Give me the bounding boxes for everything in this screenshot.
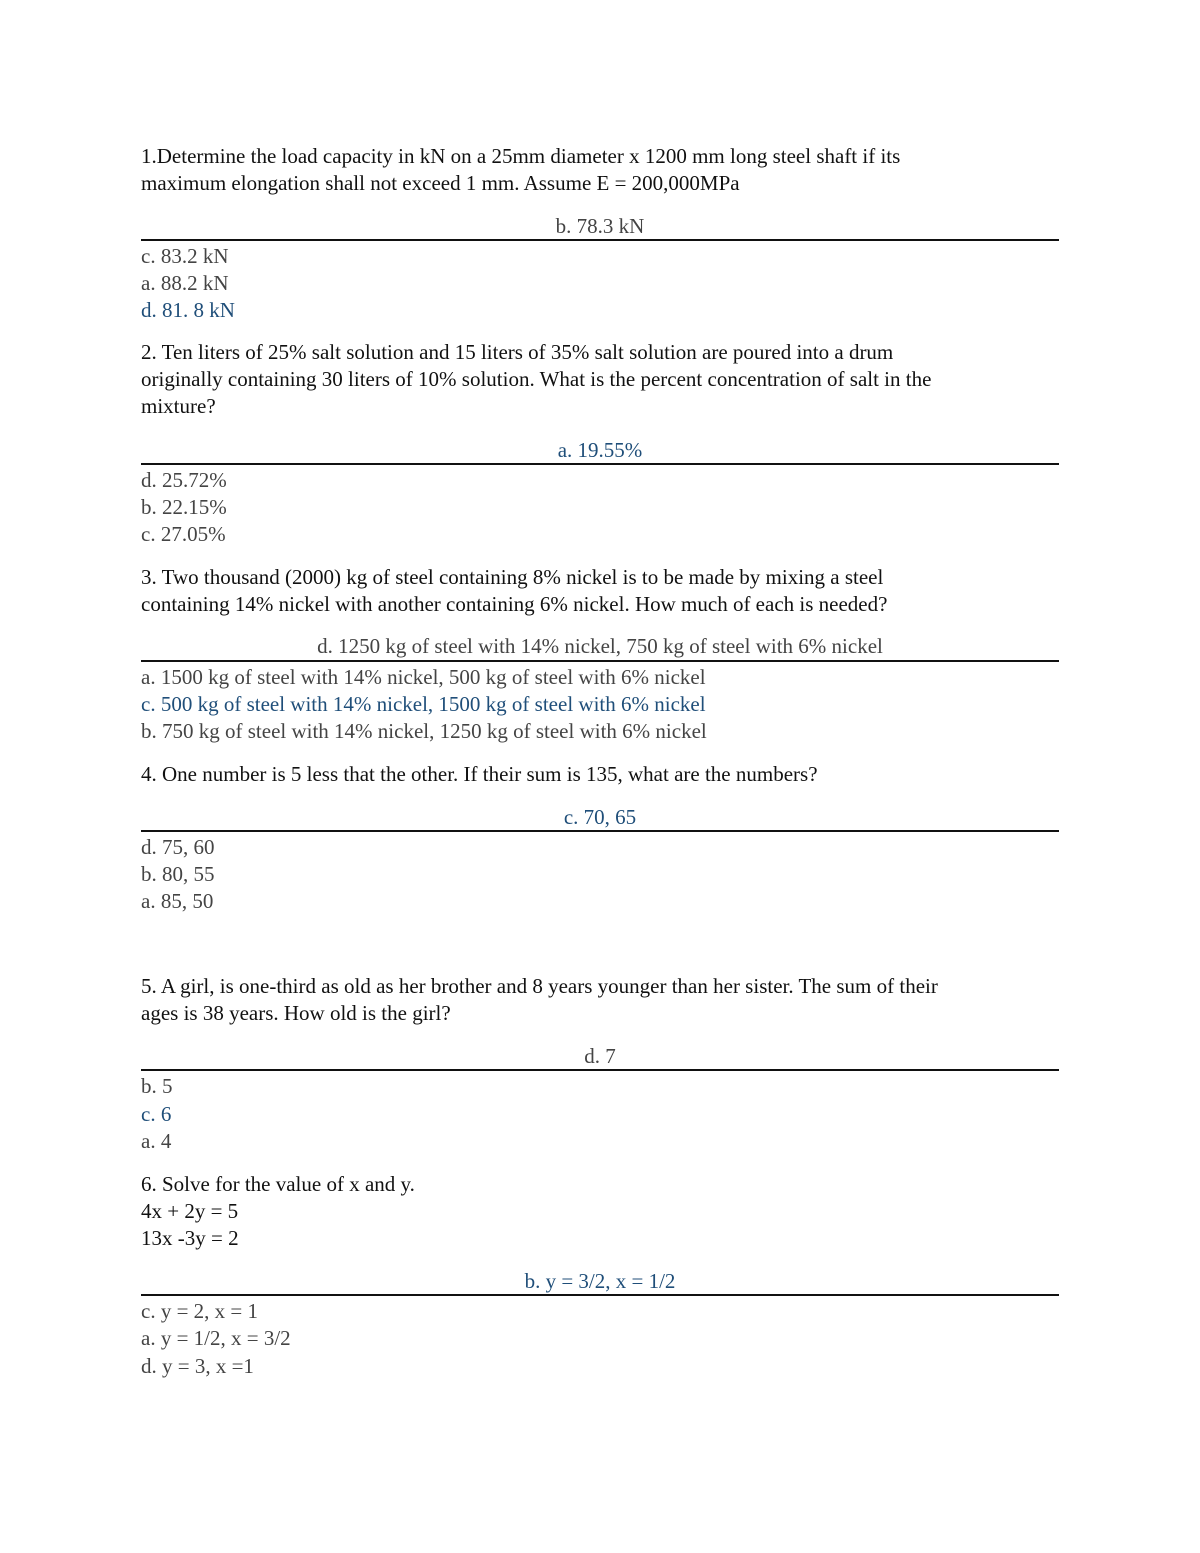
question-3-divider — [141, 660, 1059, 662]
question-4-option-b[interactable]: b. 80, 55 — [141, 862, 215, 886]
question-3-option-a[interactable]: a. 1500 kg of steel with 14% nickel, 500 kg of steel with 6% nickel — [141, 665, 706, 689]
question-6-stem — [141, 1171, 1061, 1252]
question-6-equation-2: 13x -3y = 2 — [141, 1226, 239, 1250]
question-6-equation-1: 4x + 2y = 5 — [141, 1199, 239, 1223]
question-1-stem — [141, 143, 1061, 197]
question-5-option-b[interactable]: b. 5 — [141, 1074, 173, 1098]
question-6-option-a[interactable]: a. y = 1/2, x = 3/2 — [141, 1326, 291, 1350]
question-3-option-b[interactable]: b. 750 kg of steel with 14% nickel, 1250 kg of steel with 6% nickel — [141, 719, 707, 743]
question-6-stem-line-1: 6. Solve for the value of x and y. — [141, 1172, 415, 1196]
question-1-option-b[interactable]: b. 78.3 kN — [555, 214, 645, 238]
question-5-divider — [141, 1069, 1059, 1071]
question-1-option-c[interactable]: c. 83.2 kN — [141, 244, 229, 268]
question-3-stem-line-2: containing 14% nickel with another containing 6% nickel. How much of each is needed? — [141, 592, 888, 616]
question-3-stem — [141, 564, 1061, 618]
question-2-stem-line-2: originally containing 30 liters of 10% solution. What is the percent concentration of salt in the — [141, 367, 932, 391]
question-5-option-a[interactable]: a. 4 — [141, 1129, 172, 1153]
question-6-option-c[interactable]: c. y = 2, x = 1 — [141, 1299, 259, 1323]
question-1-option-a[interactable]: a. 88.2 kN — [141, 271, 229, 295]
question-5-stem-line-1: 5. A girl, is one-third as old as her brother and 8 years younger than her sister. The sum of their — [141, 974, 938, 998]
question-2-option-d[interactable]: d. 25.72% — [141, 468, 227, 492]
question-6-divider — [141, 1294, 1059, 1296]
question-4-option-c[interactable]: c. 70, 65 — [563, 805, 637, 829]
question-3-stem-line-1: 3. Two thousand (2000) kg of steel containing 8% nickel is to be made by mixing a steel — [141, 565, 884, 589]
question-4-stem — [141, 761, 1061, 788]
question-2-stem-line-3: mixture? — [141, 394, 216, 418]
question-3-option-d[interactable]: d. 1250 kg of steel with 14% nickel, 750 kg of steel with 6% nickel — [317, 634, 883, 658]
question-5-stem — [141, 973, 1061, 1027]
question-1-stem-line-2: maximum elongation shall not exceed 1 mm. Assume E = 200,000MPa — [141, 171, 740, 195]
question-2-stem-line-1: 2. Ten liters of 25% salt solution and 15 liters of 35% salt solution are poured into a drum — [141, 340, 894, 364]
question-4-option-d[interactable]: d. 75, 60 — [141, 835, 215, 859]
question-2-option-c[interactable]: c. 27.05% — [141, 522, 226, 546]
question-2-option-a[interactable]: a. 19.55% — [557, 438, 643, 462]
question-1-option-d[interactable]: d. 81. 8 kN — [141, 298, 235, 322]
question-1-stem-line-1: 1.Determine the load capacity in kN on a 25mm diameter x 1200 mm long steel shaft if its — [141, 144, 901, 168]
question-6-option-b[interactable]: b. y = 3/2, x = 1/2 — [524, 1269, 676, 1293]
question-5-option-c[interactable]: c. 6 — [141, 1102, 172, 1126]
question-5-option-d[interactable]: d. 7 — [584, 1044, 616, 1068]
question-4-stem-line-1: 4. One number is 5 less that the other. If their sum is 135, what are the numbers? — [141, 762, 818, 786]
question-6-option-d[interactable]: d. y = 3, x =1 — [141, 1354, 254, 1378]
question-2-stem — [141, 339, 1061, 420]
question-3-option-c[interactable]: c. 500 kg of steel with 14% nickel, 1500 kg of steel with 6% nickel — [141, 692, 706, 716]
question-5-stem-line-2: ages is 38 years. How old is the girl? — [141, 1001, 451, 1025]
question-1-divider — [141, 239, 1059, 241]
question-4-divider — [141, 830, 1059, 832]
question-2-option-b[interactable]: b. 22.15% — [141, 495, 227, 519]
question-2-divider — [141, 463, 1059, 465]
question-4-option-a[interactable]: a. 85, 50 — [141, 889, 214, 913]
